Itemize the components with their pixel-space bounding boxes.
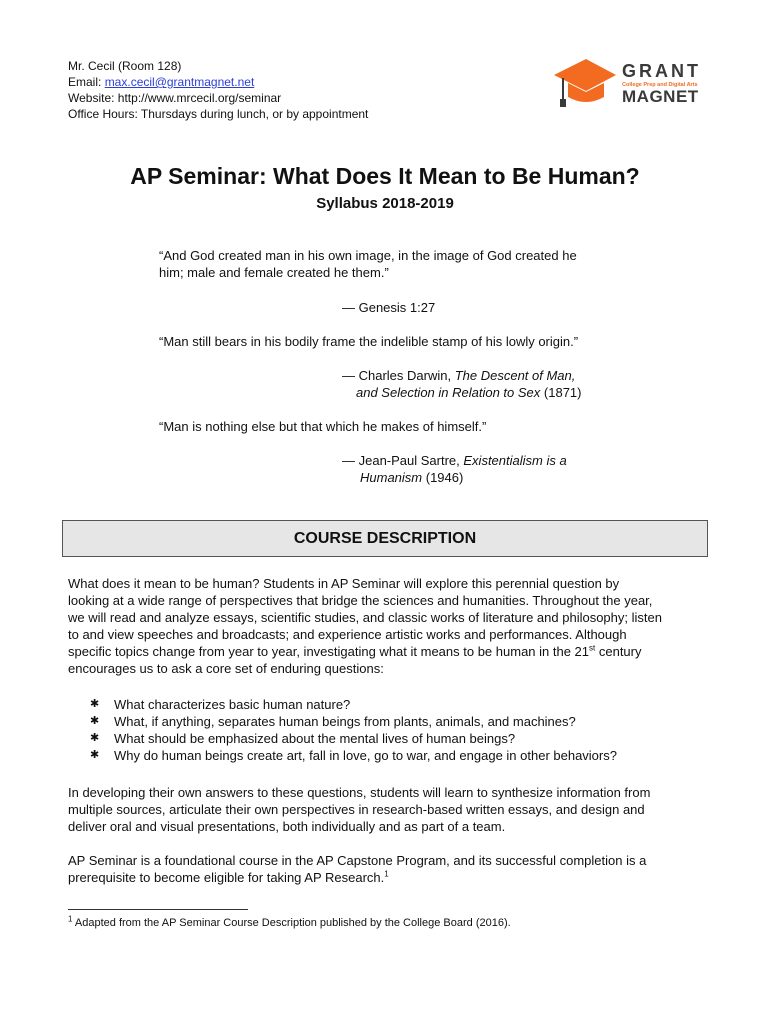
text-fragment: century (595, 644, 642, 659)
bullet-icon: ✱ (90, 749, 100, 761)
attribution-author: — Jean-Paul Sartre, (342, 453, 464, 468)
text-line: What does it mean to be human? Students in AP Seminar will explore this perennial question by (68, 576, 620, 591)
contact-block (68, 58, 368, 122)
text-line: looking at a wide range of perspectives that bridge the sciences and humanities. Throughout the year, (68, 593, 653, 608)
email-label: Email: (68, 75, 105, 89)
attribution-year: (1871) (540, 385, 582, 400)
website-line: Website: http://www.mrcecil.org/seminar (68, 91, 282, 105)
attribution-year: (1946) (422, 470, 464, 485)
bullet-icon: ✱ (90, 698, 100, 710)
logo-grant-word: GRANT (622, 61, 701, 81)
footnote-reference: 1 (384, 869, 389, 879)
footnote (68, 916, 511, 930)
list-item (90, 713, 710, 730)
footnote-divider (68, 909, 248, 910)
bullet-icon: ✱ (90, 715, 100, 727)
text-line: we will read and analyze essays, scientific studies, and classic works of literature and philosophy; listen (68, 610, 662, 625)
section-heading: COURSE DESCRIPTION (293, 529, 477, 547)
text-line: AP Seminar is a foundational course in the AP Capstone Program, and its successful completion is a (68, 853, 647, 868)
superscript: st (589, 643, 596, 653)
grant-magnet-logo (552, 53, 702, 113)
office-hours: Office Hours: Thursdays during lunch, or by appointment (68, 107, 369, 121)
graduation-cap-icon (552, 53, 618, 109)
list-item (90, 730, 710, 747)
text-line (68, 643, 708, 660)
attribution-title: The Descent of Man, (454, 368, 576, 383)
quote-attribution (342, 452, 602, 486)
attribution-author: — Charles Darwin, (342, 368, 455, 383)
attribution-title: Existentialism is a (463, 453, 567, 468)
logo-magnet-word: MAGNET (622, 87, 699, 106)
description-paragraph (68, 575, 708, 677)
quote-genesis (159, 247, 619, 281)
list-item-text: What characterizes basic human nature? (114, 697, 351, 712)
quote-darwin: “Man still bears in his bodily frame the indelible stamp of his lowly origin.” (159, 334, 579, 349)
text-line (68, 869, 708, 886)
attribution-title: and Selection in Relation to Sex (356, 385, 541, 400)
quote-attribution (342, 367, 602, 401)
text-line: multiple sources, articulate their own perspectives in research-based written essays, and design and (68, 802, 645, 817)
quote-sartre: “Man is nothing else but that which he makes of himself.” (159, 419, 487, 434)
development-paragraph (68, 784, 708, 835)
footnote-text: Adapted from the AP Seminar Course Description published by the College Board (2016). (72, 917, 511, 929)
capstone-paragraph (68, 852, 708, 886)
footnote-number: 1 (68, 914, 73, 924)
page-subtitle: Syllabus 2018-2019 (316, 195, 454, 212)
section-heading-box (62, 520, 708, 557)
list-item (90, 747, 710, 764)
quote-attribution: — Genesis 1:27 (342, 300, 436, 315)
text-line: to and view speeches and broadcasts; and experience artistic works and performances. Although (68, 627, 627, 642)
email-row (68, 74, 368, 90)
quote-line: “And God created man in his own image, in the image of God created he (159, 248, 577, 263)
bullet-icon: ✱ (90, 732, 100, 744)
text-fragment: specific topics change from year to year, investigating what it means to be human in the 21 (68, 644, 590, 659)
text-line: deliver oral and visual presentations, both individually and as part of a team. (68, 819, 506, 834)
text-fragment: prerequisite to become eligible for taking AP Research. (68, 870, 385, 885)
list-item-text: What, if anything, separates human beings from plants, animals, and machines? (114, 714, 576, 729)
page-title: AP Seminar: What Does It Mean to Be Human? (130, 163, 640, 189)
logo-tagline: College Prep and Digital Arts (622, 82, 698, 88)
list-item (90, 696, 710, 713)
teacher-name: Mr. Cecil (Room 128) (68, 59, 182, 73)
text-line: encourages us to ask a core set of enduring questions: (68, 661, 384, 676)
email-link[interactable]: max.cecil@grantmagnet.net (104, 75, 255, 89)
list-item-text: What should be emphasized about the mental lives of human beings? (114, 731, 516, 746)
quote-line: him; male and female created he them.” (159, 265, 389, 280)
attribution-title: Humanism (360, 470, 423, 485)
text-line: In developing their own answers to these questions, students will learn to synthesize information from (68, 785, 651, 800)
question-list (90, 696, 710, 764)
list-item-text: Why do human beings create art, fall in love, go to war, and engage in other behaviors? (114, 748, 617, 763)
